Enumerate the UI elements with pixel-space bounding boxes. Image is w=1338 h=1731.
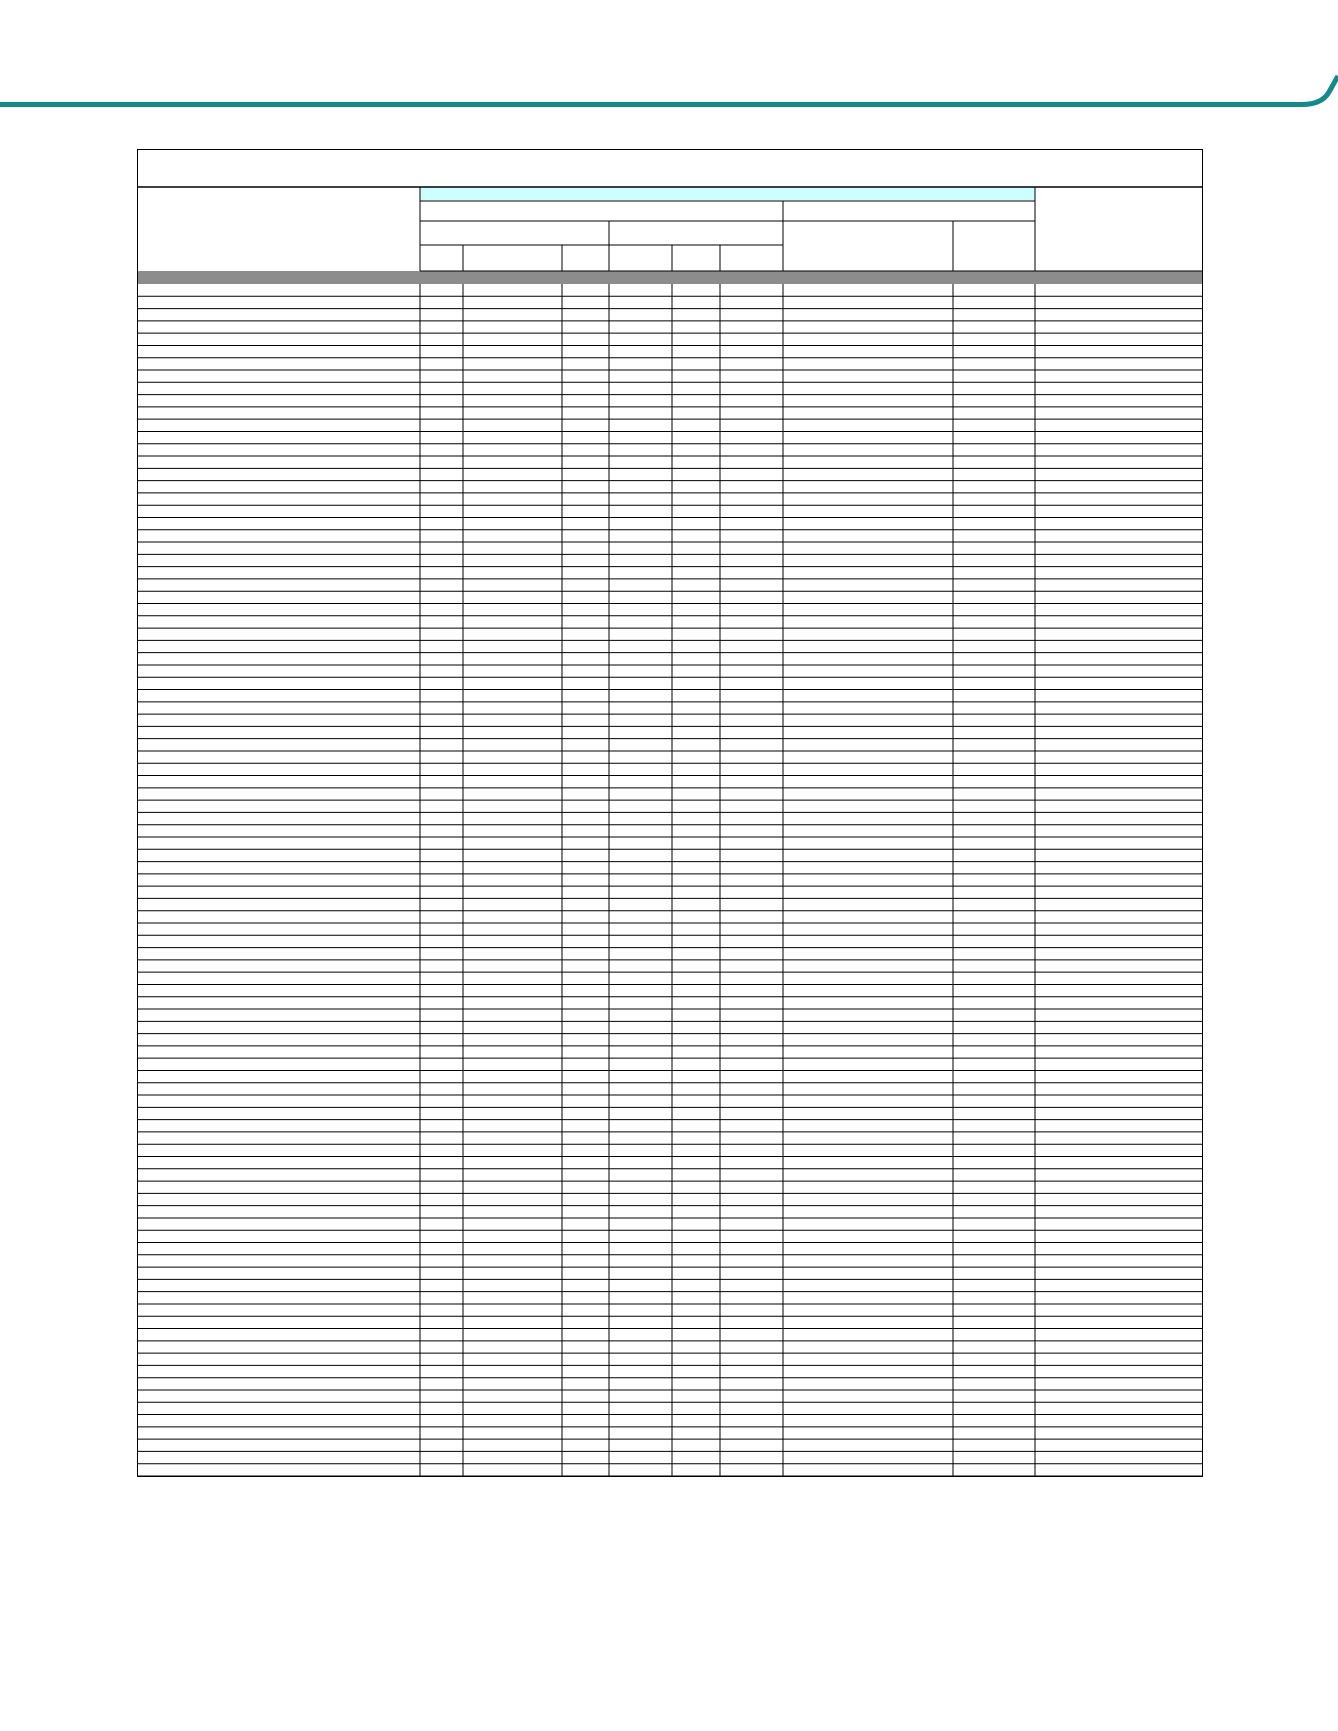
accent-curve xyxy=(0,76,1338,105)
data-table xyxy=(137,149,1203,1477)
table-grid xyxy=(137,149,1203,1477)
header-accent-rule xyxy=(0,0,1338,120)
header-band xyxy=(420,187,1035,200)
header-separator xyxy=(137,271,1203,284)
table-frame xyxy=(138,150,1203,1477)
